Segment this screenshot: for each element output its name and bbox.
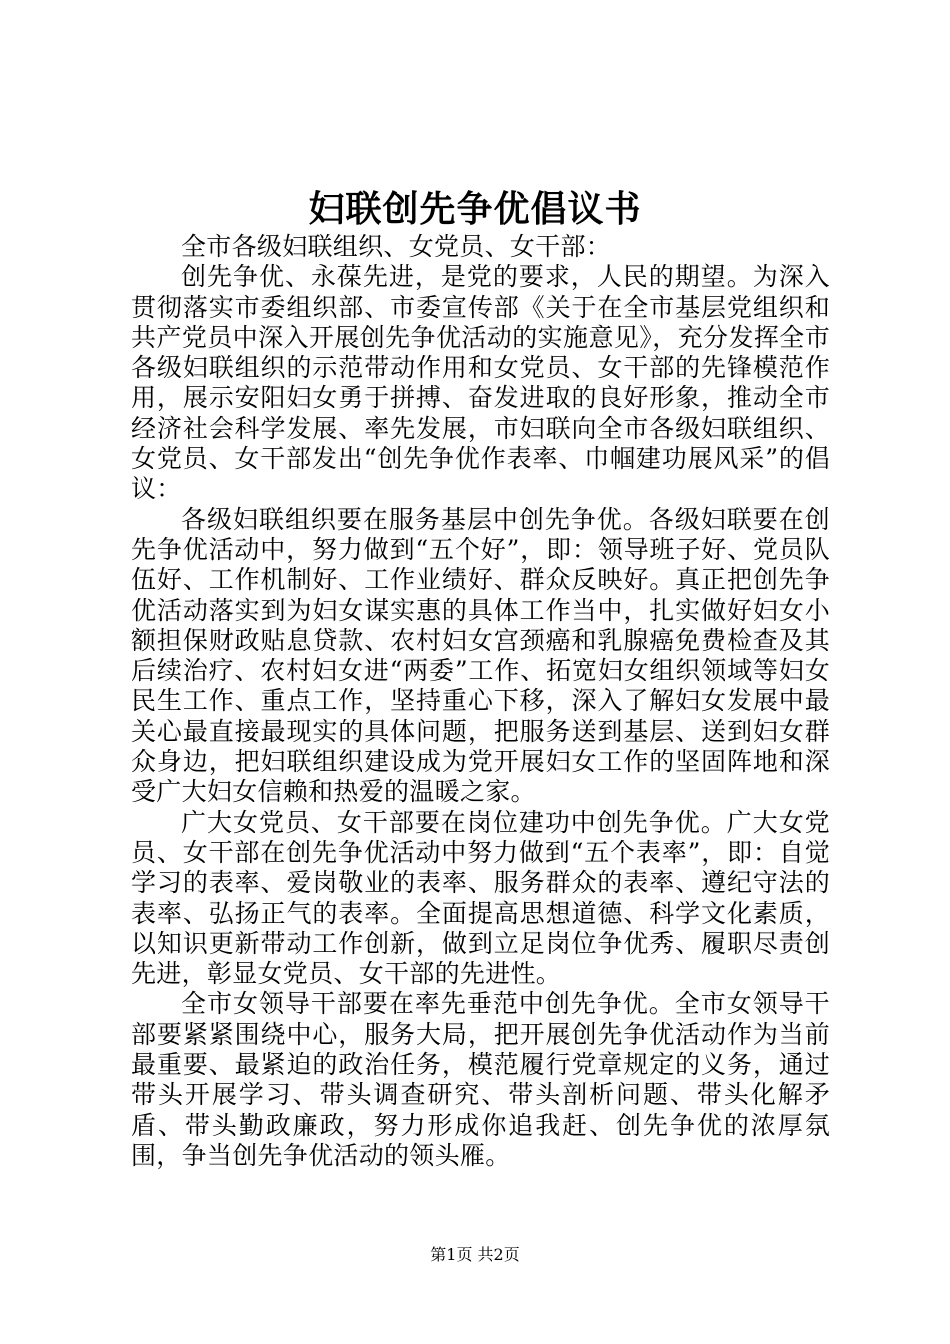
paragraph-2: 各级妇联组织要在服务基层中创先争优。各级妇联要在创先争优活动中，努力做到“五个好”，即：领导班子好、党员队伍好、工作机制好、工作业绩好、群众反映好。真正把创先争优活动落实到为妇女谋实惠的具体工作当中，扎实做好妇女小额担保财政贴息贷款、农村妇女宫颈癌和乳腺癌免费检查及其后续治疗、农村妇女进“两委”工作、拓宽妇女组织领域等妇女民生工作、重点工作，坚持重心下移，深入了解妇女发展中最关心最直接最现实的具体问题，把服务送到基层、送到妇女群众身边，把妇联组织建设成为党开展妇女工作的坚固阵地和深受广大妇女信赖和热爱的温暖之家。 (131, 504, 830, 807)
page-indicator: 第1页 共2页 (430, 1245, 520, 1264)
document-title: 妇联创先争优倡议书 (308, 188, 642, 230)
document-body (131, 232, 830, 1171)
salutation: 全市各级妇联组织、女党员、女干部： (181, 232, 612, 261)
page-footer (0, 1244, 950, 1266)
paragraph-1: 创先争优、永葆先进，是党的要求，人民的期望。为深入贯彻落实市委组织部、市委宣传部《关于在全市基层党组织和共产党员中深入开展创先争优活动的实施意见》，充分发挥全市各级妇联组织的示范带动作用和女党员、女干部的先锋模范作用，展示安阳妇女勇于拼搏、奋发进取的良好形象，推动全市经济社会科学发展、率先发展，市妇联向全市各级妇联组织、女党员、女干部发出“创先争优作表率、巾帼建功展风采”的倡议： (131, 262, 830, 504)
paragraph-3: 广大女党员、女干部要在岗位建功中创先争优。广大女党员、女干部在创先争优活动中努力做到“五个表率”，即：自觉学习的表率、爱岗敬业的表率、服务群众的表率、遵纪守法的表率、弘扬正气的表率。全面提高思想道德、科学文化素质，以知识更新带动工作创新，做到立足岗位争优秀、履职尽责创先进，彰显女党员、女干部的先进性。 (131, 807, 830, 989)
paragraph-4: 全市女领导干部要在率先垂范中创先争优。全市女领导干部要紧紧围绕中心，服务大局，把开展创先争优活动作为当前最重要、最紧迫的政治任务，模范履行党章规定的义务，通过带头开展学习、带头调查研究、带头剖析问题、带头化解矛盾、带头勤政廉政，努力形成你追我赶、创先争优的浓厚氛围，争当创先争优活动的领头雁。 (131, 989, 830, 1170)
